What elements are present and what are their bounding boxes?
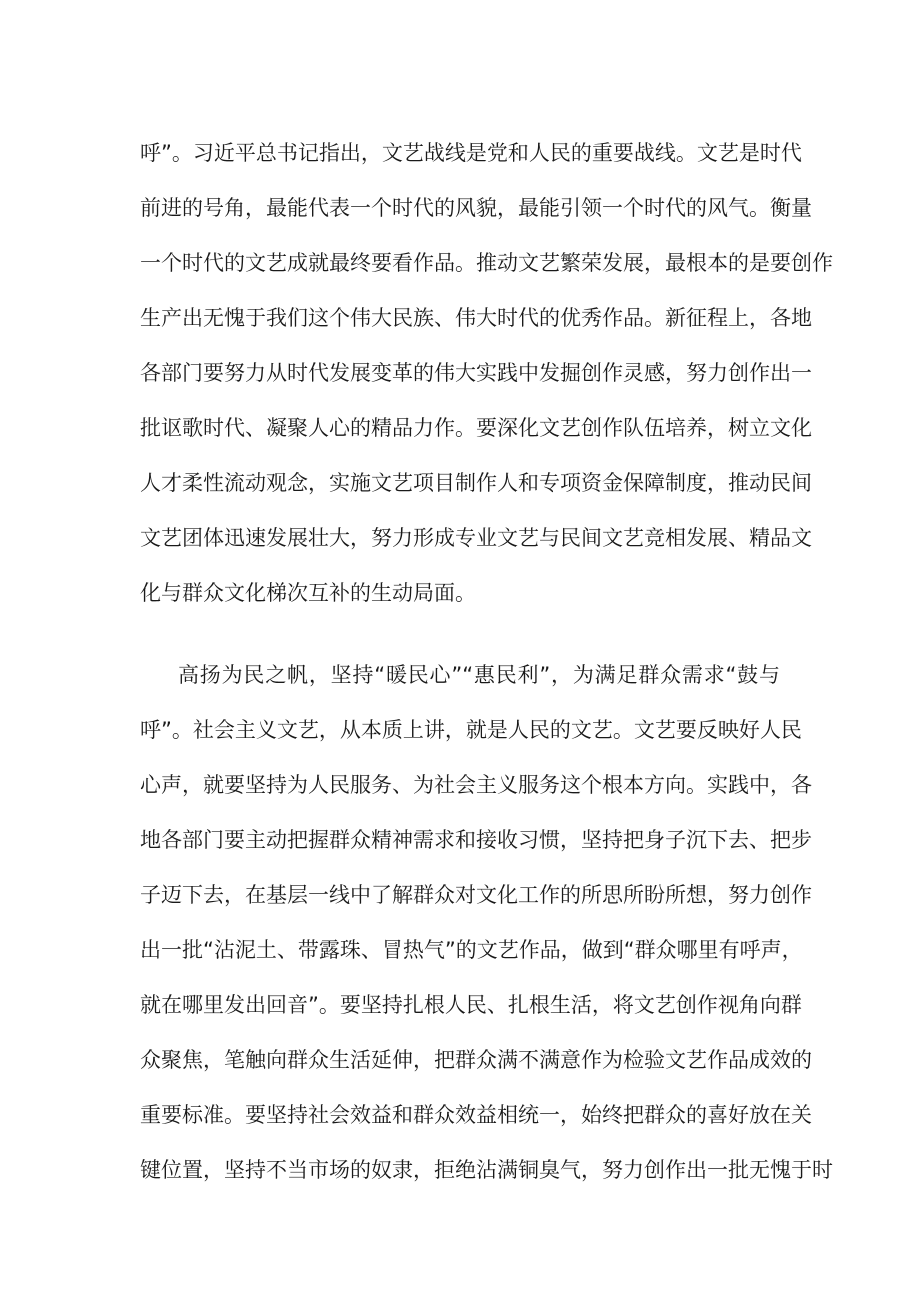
paragraph-line: 化与群众文化梯次互补的生动局面。 — [140, 581, 476, 605]
paragraph-line: 地各部门要主动把握群众精神需求和接收习惯，坚持把身子沉下去、把步 — [140, 828, 812, 852]
paragraph-line: 重要标准。要坚持社会效益和群众效益相统一，始终把群众的喜好放在关 — [140, 1103, 812, 1127]
paragraph-line: 高扬为民之帆，坚持“暖民心”“惠民利”，为满足群众需求“鼓与 — [178, 663, 780, 687]
paragraph-line: 前进的号角，最能代表一个时代的风貌，最能引领一个时代的风气。衡量 — [140, 196, 812, 220]
paragraph-line: 出一批“沾泥土、带露珠、冒热气”的文艺作品，做到“群众哪里有呼声， — [140, 938, 803, 962]
paragraph-line: 键位置，坚持不当市场的奴隶，拒绝沾满铜臭气，努力创作出一批无愧于时 — [140, 1158, 833, 1182]
paragraph-line: 呼”。社会主义文艺，从本质上讲，就是人民的文艺。文艺要反映好人民 — [140, 718, 802, 742]
paragraph-line: 文艺团体迅速发展壮大，努力形成专业文艺与民间文艺竞相发展、精品文 — [140, 526, 812, 550]
paragraph-line: 生产出无愧于我们这个伟大民族、伟大时代的优秀作品。新征程上，各地 — [140, 306, 812, 330]
paragraph-line: 批讴歌时代、凝聚人心的精品力作。要深化文艺创作队伍培养，树立文化 — [140, 416, 812, 440]
paragraph-line: 呼”。习近平总书记指出，文艺战线是党和人民的重要战线。文艺是时代 — [140, 141, 802, 165]
paragraph-line: 心声，就要坚持为人民服务、为社会主义服务这个根本方向。实践中，各 — [140, 773, 812, 797]
paragraph-line: 子迈下去，在基层一线中了解群众对文化工作的所思所盼所想，努力创作 — [140, 883, 812, 907]
paragraph-line: 一个时代的文艺成就最终要看作品。推动文艺繁荣发展，最根本的是要创作 — [140, 251, 833, 275]
paragraph-line: 各部门要努力从时代发展变革的伟大实践中发掘创作灵感，努力创作出一 — [140, 361, 812, 385]
paragraph-line: 众聚焦，笔触向群众生活延伸，把群众满不满意作为检验文艺作品成效的 — [140, 1048, 812, 1072]
paragraph-line: 就在哪里发出回音”。要坚持扎根人民、扎根生活，将文艺创作视角向群 — [140, 993, 802, 1017]
paragraph-line: 人才柔性流动观念，实施文艺项目制作人和专项资金保障制度，推动民间 — [140, 471, 812, 495]
